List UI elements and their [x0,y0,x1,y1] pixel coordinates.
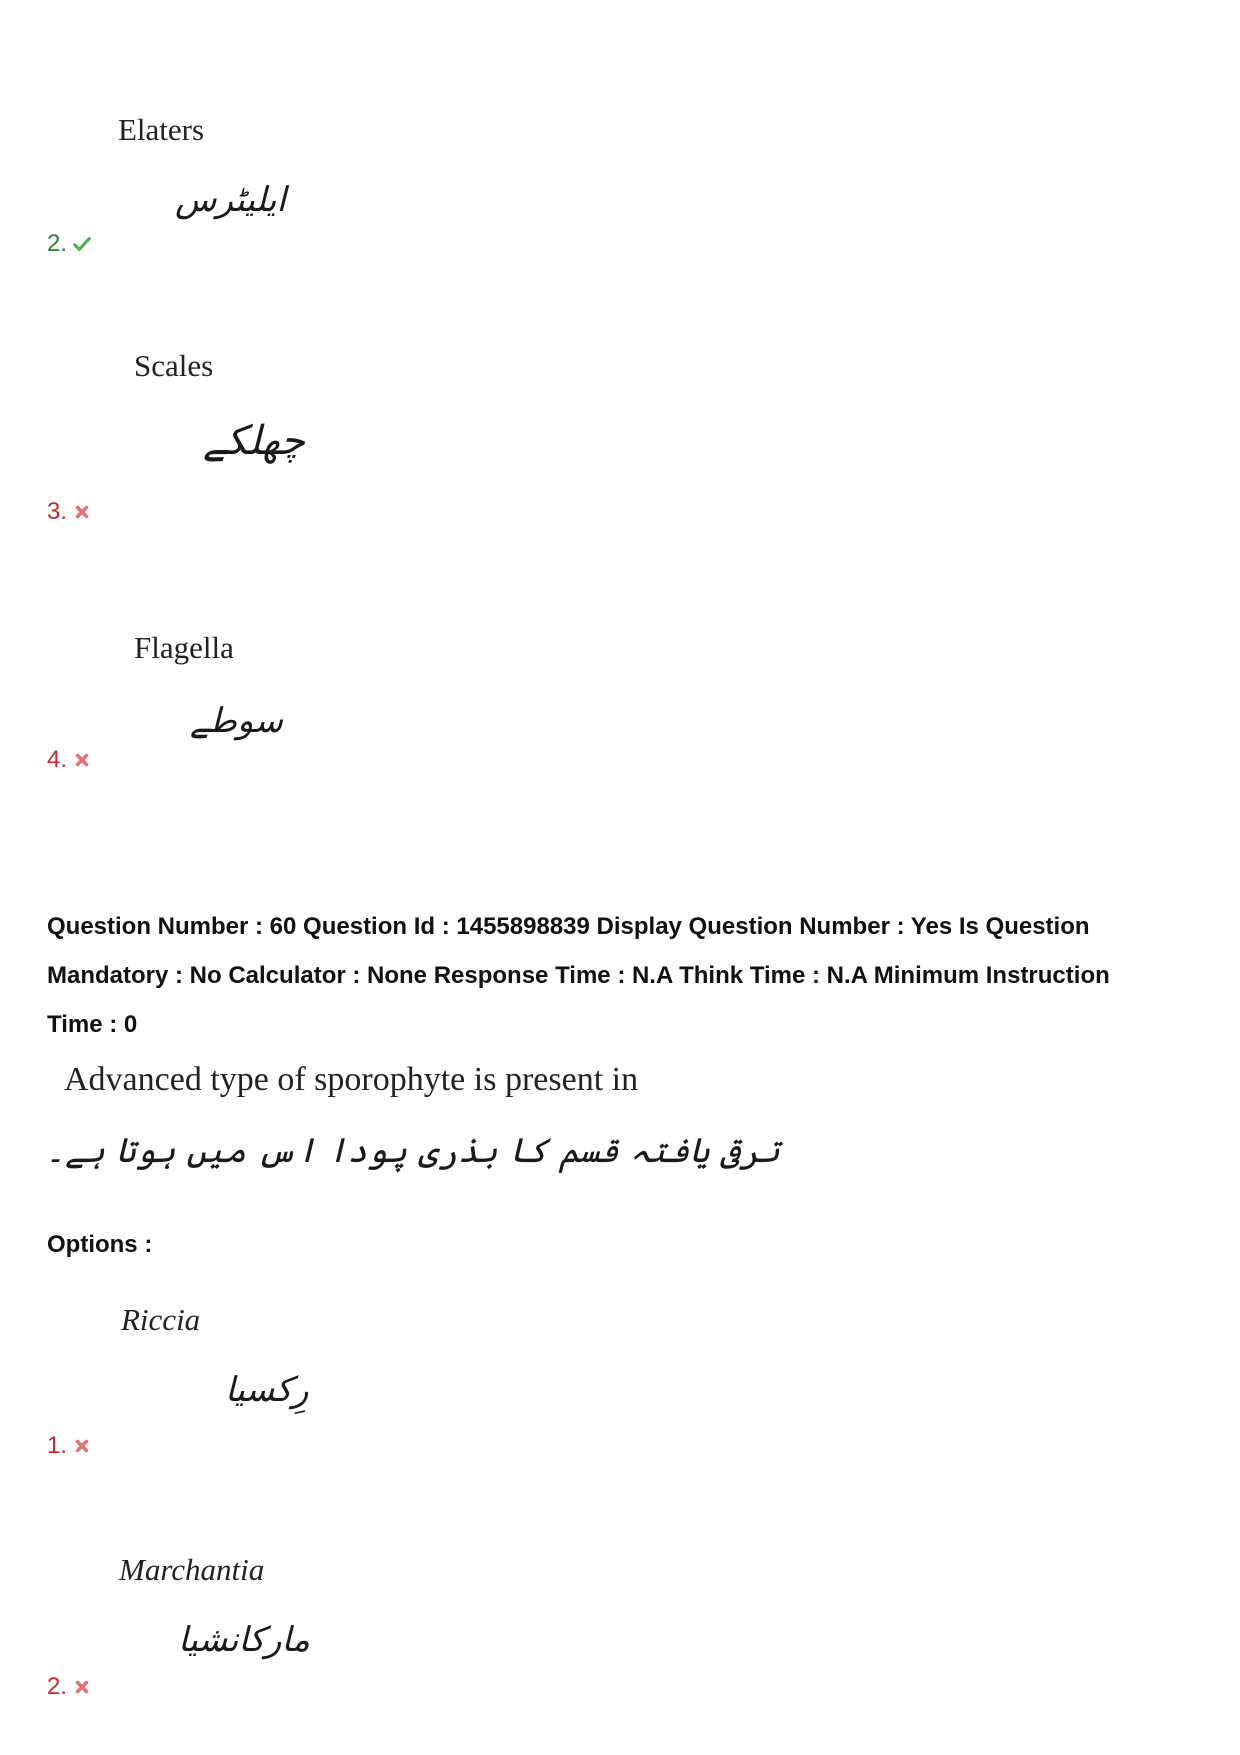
cross-icon [73,503,91,521]
options-label: Options : [47,1231,153,1258]
option-1-number: 1. [47,1432,68,1459]
metadata-line-1: Question Number : 60 Question Id : 1455898839 Display Question Number : Yes Is Question [47,913,1090,940]
metadata-line-2: Mandatory : No Calculator : None Response Time : N.A Think Time : N.A Minimum Instruction [47,962,1110,989]
option-3-number: 3. [47,498,68,525]
option-1-english: Riccia [121,1302,201,1337]
option-2-number: 2. [47,230,68,257]
option-3-marker [47,498,91,526]
check-icon [73,235,91,253]
option-1-marker [47,1432,91,1460]
option-2b-urdu: مارکانشیا [178,1620,310,1660]
cross-icon [73,1437,91,1455]
option-4-urdu: سوطے [190,701,284,741]
cross-icon [73,1678,91,1696]
option-4-english: Flagella [134,630,234,665]
option-2b-number: 2. [47,1673,68,1700]
metadata-line-3: Time : 0 [47,1011,138,1038]
option-1-urdu: رِکسیا [225,1370,309,1410]
option-4-marker [47,746,91,774]
option-3-english: Scales [134,348,214,383]
option-4-number: 4. [47,746,68,773]
option-2-urdu: ایلیٹرس [175,180,286,220]
option-2-marker [47,230,91,258]
question-metadata [47,902,1217,1049]
question-text-urdu: ترقی یافتہ قسم کا بذری پودا اس میں ہوتا ہے۔ [45,1131,780,1171]
cross-icon [73,751,91,769]
question-text-english: Advanced type of sporophyte is present in [64,1061,639,1098]
option-2b-english: Marchantia [119,1552,265,1587]
option-2-english: Elaters [118,112,205,147]
option-3-urdu: چھلکے [203,418,305,464]
option-2b-marker [47,1673,91,1701]
